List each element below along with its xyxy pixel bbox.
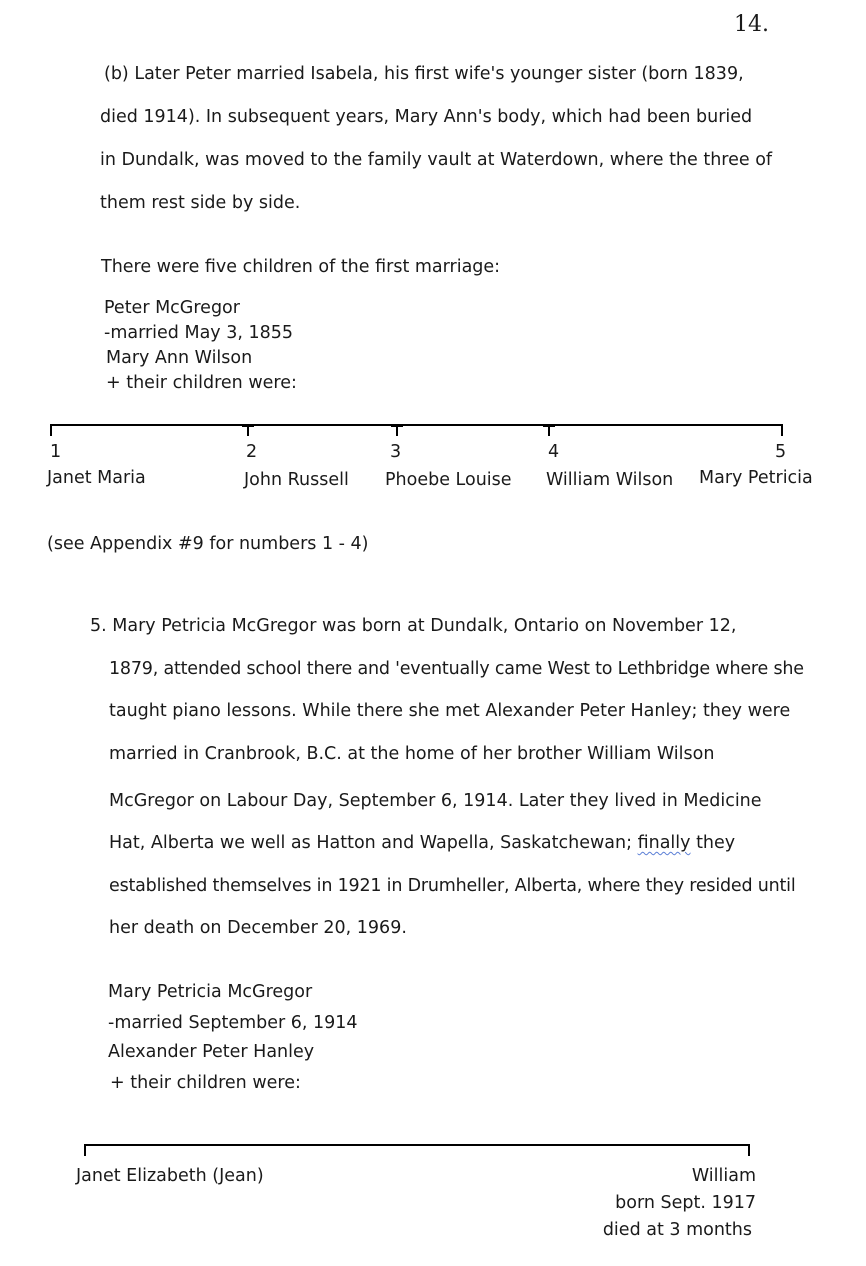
child-3-name: Phoebe Louise: [385, 470, 512, 490]
couple-1-married-date: -married May 3, 1855: [104, 323, 294, 343]
section-5-line-4: married in Cranbrook, B.C. at the home of her brother William Wilson: [109, 744, 715, 764]
tree-1-tick-1: [50, 424, 52, 436]
section-5-line-6-start: Hat, Alberta we well as Hatton and Wapella, Saskatchewan;: [109, 833, 638, 853]
couple-2-wife: Mary Petricia McGregor: [108, 982, 313, 1002]
tree-1-horizontal-line: [50, 424, 782, 426]
section-5-line-6-end: they: [690, 833, 736, 853]
section-5-line-2: 1879, attended school there and 'eventually came West to Lethbridge where she: [109, 659, 804, 679]
section-5-line-5: McGregor on Labour Day, September 6, 1914. Later they lived in Medicine: [109, 791, 762, 811]
child-william-born: born Sept. 1917: [615, 1193, 756, 1213]
child-4-number: 4: [548, 442, 560, 462]
child-2-number: 2: [246, 442, 258, 462]
section-5-line-3: taught piano lessons. While there she met Alexander Peter Hanley; they were: [109, 701, 791, 721]
couple-2-married-date: -married September 6, 1914: [108, 1013, 358, 1033]
couple-1-wife: Mary Ann Wilson: [106, 348, 253, 368]
section-5-line-1: 5. Mary Petricia McGregor was born at Dundalk, Ontario on November 12,: [90, 616, 737, 636]
section-b-line-4: them rest side by side.: [100, 193, 301, 213]
section-b-line-2: died 1914). In subsequent years, Mary Ann's body, which had been buried: [100, 107, 753, 127]
tree-2-tick-right: [748, 1144, 750, 1156]
first-marriage-intro: There were five children of the first marriage:: [101, 257, 501, 277]
section-b-line-3: in Dundalk, was moved to the family vault at Waterdown, where the three of: [100, 150, 773, 170]
section-5-line-7: established themselves in 1921 in Drumheller, Alberta, where they resided until: [109, 876, 796, 896]
child-1-number: 1: [50, 442, 62, 462]
page-number: 14.: [734, 12, 769, 37]
spellcheck-flagged-word: finally: [637, 833, 691, 853]
tree-1-tick-4: [548, 424, 550, 436]
section-5-line-8: her death on December 20, 1969.: [109, 918, 407, 938]
tree-1-tick-5: [781, 424, 783, 436]
child-william-name: William: [691, 1166, 756, 1186]
couple-2-husband: Alexander Peter Hanley: [108, 1042, 315, 1062]
tree-1-tick-3: [396, 424, 398, 436]
child-2-name: John Russell: [244, 470, 349, 490]
section-b-line-1: (b) Later Peter married Isabela, his first wife's younger sister (born 1839,: [104, 64, 744, 84]
child-5-name: Mary Petricia: [699, 468, 813, 488]
couple-2-children-label: + their children were:: [110, 1073, 301, 1093]
child-3-number: 3: [390, 442, 402, 462]
couple-1-husband: Peter McGregor: [104, 298, 240, 318]
appendix-note: (see Appendix #9 for numbers 1 - 4): [47, 534, 369, 554]
child-1-name: Janet Maria: [47, 468, 146, 488]
child-william-died: died at 3 months: [602, 1220, 752, 1240]
couple-1-children-label: + their children were:: [106, 373, 297, 393]
tree-2-tick-left: [84, 1144, 86, 1156]
child-4-name: William Wilson: [546, 470, 674, 490]
tree-1-tick-2: [247, 424, 249, 436]
section-5-line-6: [109, 833, 735, 853]
tree-2-horizontal-line: [84, 1144, 749, 1146]
child-janet-elizabeth: Janet Elizabeth (Jean): [76, 1166, 264, 1186]
child-5-number: 5: [775, 442, 787, 462]
